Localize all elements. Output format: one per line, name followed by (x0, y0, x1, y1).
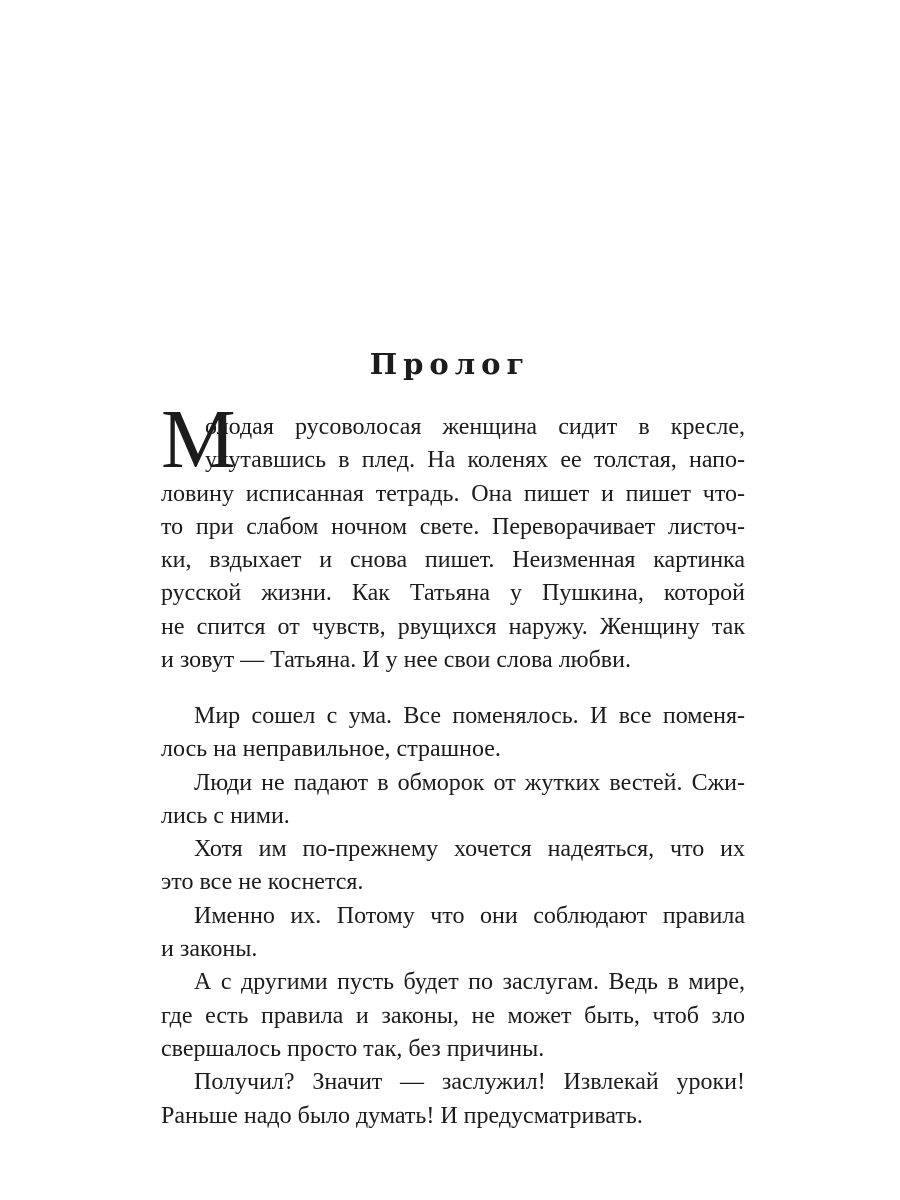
paragraph (161, 833, 745, 900)
text-line: Мир сошел с ума. Все поменялось. И все поменя- (194, 703, 745, 729)
text-line: Хотя им по-прежнему хочется надеяться, что их (194, 836, 745, 863)
text-line: Именно их. Потому что они соблюдают правила (194, 902, 745, 929)
text-line: лись с ними. (161, 802, 290, 829)
text-line: это все не коснется. (161, 869, 364, 896)
drop-cap: М (161, 393, 236, 486)
text-line: и зовут — Татьяна. И у нее свои слова любви. (161, 647, 631, 674)
body-text (161, 700, 745, 1133)
paragraph (161, 966, 745, 1066)
text-line: где есть правила и законы, не может быть, чтоб зло (161, 1002, 745, 1029)
paragraph (161, 700, 745, 767)
text-line: лось на неправильное, страшное. (161, 736, 501, 763)
text-line: не спится от чувств, рвущихся наружу. Женщину так (161, 613, 745, 640)
text-line: и законы. (161, 936, 258, 963)
text-line: то при слабом ночном свете. Переворачивает листоч- (161, 513, 745, 540)
text-line: Раньше надо было думать! И предусматривать. (161, 1102, 643, 1129)
text-line: укутавшись в плед. На коленях ее толстая, напо- (205, 447, 745, 474)
text-line: ловину исписанная тетрадь. Она пишет и пишет что- (161, 480, 745, 507)
paragraph (161, 1066, 745, 1133)
text-line: Получил? Значит — заслужил! Извлекай уроки! (194, 1069, 745, 1096)
text-line: А с другими пусть будет по заслугам. Ведь в мире, (194, 969, 745, 996)
intro-paragraph (161, 411, 745, 677)
text-line: Люди не падают в обморок от жутких вестей. Сжи- (194, 769, 745, 796)
text-line: ки, вздыхает и снова пишет. Неизменная картинка (161, 547, 745, 574)
paragraph (161, 767, 745, 834)
chapter-title: Пролог (369, 347, 531, 381)
text-line: русской жизни. Как Татьяна у Пушкина, которой (161, 580, 745, 607)
text-line: свершалось просто так, без причины. (161, 1035, 545, 1062)
text-line: олодая русоволосая женщина сидит в кресле, (205, 414, 745, 440)
paragraph (161, 900, 745, 967)
